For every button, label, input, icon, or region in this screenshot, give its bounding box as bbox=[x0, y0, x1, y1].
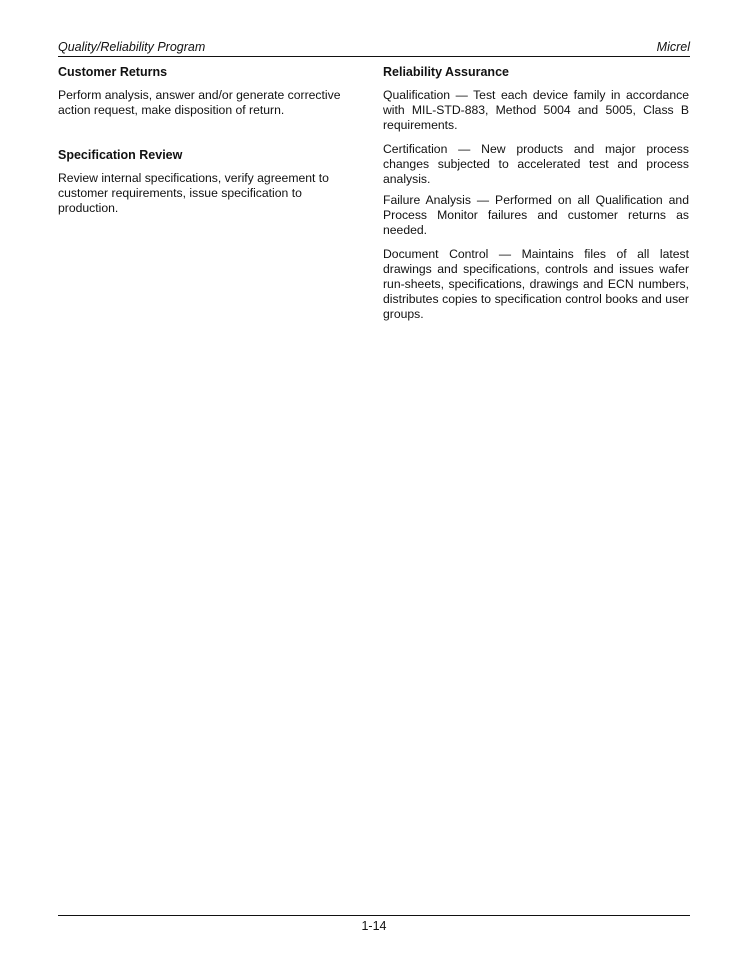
page-header bbox=[58, 40, 690, 57]
document-control-paragraph: Document Control — Maintains files of all latest drawings and specifications, controls and issues wafer run-sheets, specifications, drawings and ECN numbers, distributes copies to specification control books and user groups. bbox=[383, 247, 689, 321]
specification-review-heading: Specification Review bbox=[58, 148, 183, 162]
header-company-name: Micrel bbox=[656, 40, 690, 54]
reliability-assurance-heading: Reliability Assurance bbox=[383, 65, 509, 79]
right-column bbox=[383, 65, 689, 322]
certification-paragraph: Certification — New products and major process changes subjected to accelerated test and process analysis. bbox=[383, 142, 689, 186]
page-footer bbox=[58, 915, 690, 933]
specification-review-body: Review internal specifications, verify agreement to customer requirements, issue specification to production. bbox=[58, 171, 329, 215]
header-section-title: Quality/Reliability Program bbox=[58, 40, 206, 54]
failure-analysis-paragraph: Failure Analysis — Performed on all Qualification and Process Monitor failures and customer returns as needed. bbox=[383, 193, 689, 237]
page-number: 1-14 bbox=[361, 919, 387, 933]
customer-returns-heading: Customer Returns bbox=[58, 65, 168, 79]
left-column bbox=[58, 65, 364, 216]
qualification-paragraph: Qualification — Test each device family in accordance with MIL-STD-883, Method 5004 and 5005, Class B requirements. bbox=[383, 88, 689, 132]
customer-returns-body: Perform analysis, answer and/or generate corrective action request, make disposition of return. bbox=[58, 88, 341, 117]
